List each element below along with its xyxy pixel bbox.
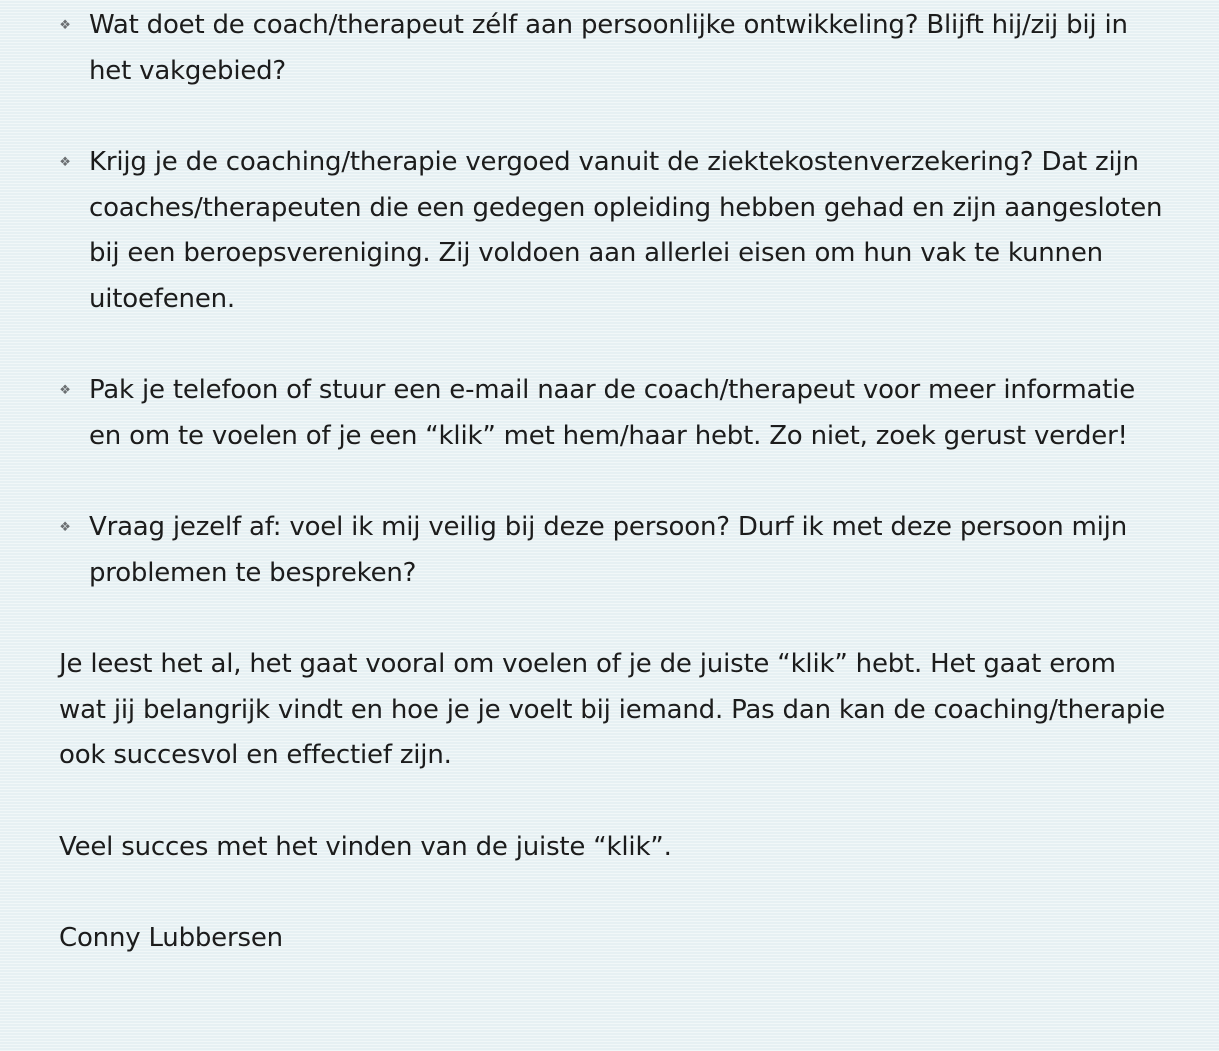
list-item-text: Vraag jezelf af: voel ik mij veilig bij deze persoon? Durf ik met deze persoon mijn problemen te bespreken? — [89, 512, 1127, 588]
list-item — [59, 368, 1169, 459]
diamond-bullet-icon: ❖ — [59, 18, 71, 33]
author-signature: Conny Lubbersen — [59, 923, 283, 953]
closing-paragraph: Je leest het al, het gaat vooral om voelen of je de juiste “klik” hebt. Het gaat erom wat jij belangrijk vindt en hoe je je voelt bij iemand. Pas dan kan de coaching/therapie ook succesvol en effectief zijn. — [59, 649, 1166, 770]
list-item — [59, 505, 1169, 596]
list-item — [59, 3, 1169, 94]
list-item-text: Pak je telefoon of stuur een e-mail naar de coach/therapeut voor meer informatie en om te voelen of je een “klik” met hem/haar hebt. Zo niet, zoek gerust verder! — [89, 375, 1135, 451]
list-item-text: Krijg je de coaching/therapie vergoed vanuit de ziektekostenverzekering? Dat zijn coaches/therapeuten die een gedegen opleiding hebben gehad en zijn aangesloten bij een beroepsvereniging. Zij voldoen aan allerlei eisen om hun vak te kunnen uitoefenen. — [89, 147, 1163, 314]
diamond-bullet-icon: ❖ — [59, 383, 71, 398]
list-item-text: Wat doet de coach/therapeut zélf aan persoonlijke ontwikkeling? Blijft hij/zij bij in het vakgebied? — [89, 10, 1128, 86]
diamond-bullet-icon: ❖ — [59, 520, 71, 535]
diamond-bullet-icon: ❖ — [59, 155, 71, 170]
list-item — [59, 140, 1169, 322]
tips-list — [59, 3, 1169, 596]
document-body — [59, 3, 1169, 962]
closing-wish: Veel succes met het vinden van de juiste “klik”. — [59, 831, 672, 862]
